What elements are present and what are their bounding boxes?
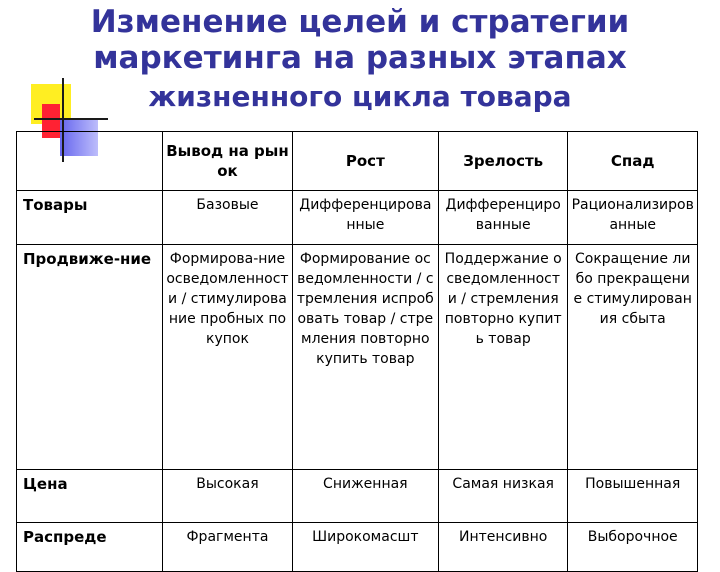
table-cell: Сокращение либо прекращение стимулирования сбыта (568, 245, 698, 470)
table-cell: Выборочное (568, 523, 698, 572)
row-label-price: Цена (17, 470, 163, 523)
table-cell: Высокая (163, 470, 293, 523)
header-decline: Спад (568, 132, 698, 191)
table-cell: Базовые (163, 191, 293, 245)
table-row (17, 523, 698, 572)
table-row (17, 245, 698, 470)
row-label-distribution: Распреде (17, 523, 163, 572)
table-row (17, 191, 698, 245)
table-cell: Рационализированные (568, 191, 698, 245)
table-cell: Интенсивно (438, 523, 568, 572)
lifecycle-table (16, 131, 698, 572)
table-cell: Самая низкая (438, 470, 568, 523)
title-line-1: Изменение целей и стратегии (90, 4, 630, 40)
header-launch: Вывод на рынок (163, 132, 293, 191)
table-cell: Широкомасшт (292, 523, 438, 572)
title-line-2: маркетинга на разных этапах (93, 40, 627, 76)
decor-horizontal-line (34, 118, 108, 120)
row-label-products: Товары (17, 191, 163, 245)
table-cell: Фрагмента (163, 523, 293, 572)
table-cell: Формирова-ние осведомленности / стимулирование пробных покупок (163, 245, 293, 470)
table-cell: Дифференцированные (292, 191, 438, 245)
header-maturity: Зрелость (438, 132, 568, 191)
table-cell: Формирование осведомленности / стремления испробовать товар / стремления повторно купить товар (292, 245, 438, 470)
table-cell: Поддержание осведомленности / стремления повторно купить товар (438, 245, 568, 470)
table-cell: Повышенная (568, 470, 698, 523)
table-cell: Сниженная (292, 470, 438, 523)
header-empty (17, 132, 163, 191)
table-row (17, 470, 698, 523)
row-label-promotion: Продвиже-ние (17, 245, 163, 470)
title-line-3: жизненного цикла товара (148, 80, 572, 113)
table-header-row (17, 132, 698, 191)
header-growth: Рост (292, 132, 438, 191)
table-cell: Дифференцированные (438, 191, 568, 245)
